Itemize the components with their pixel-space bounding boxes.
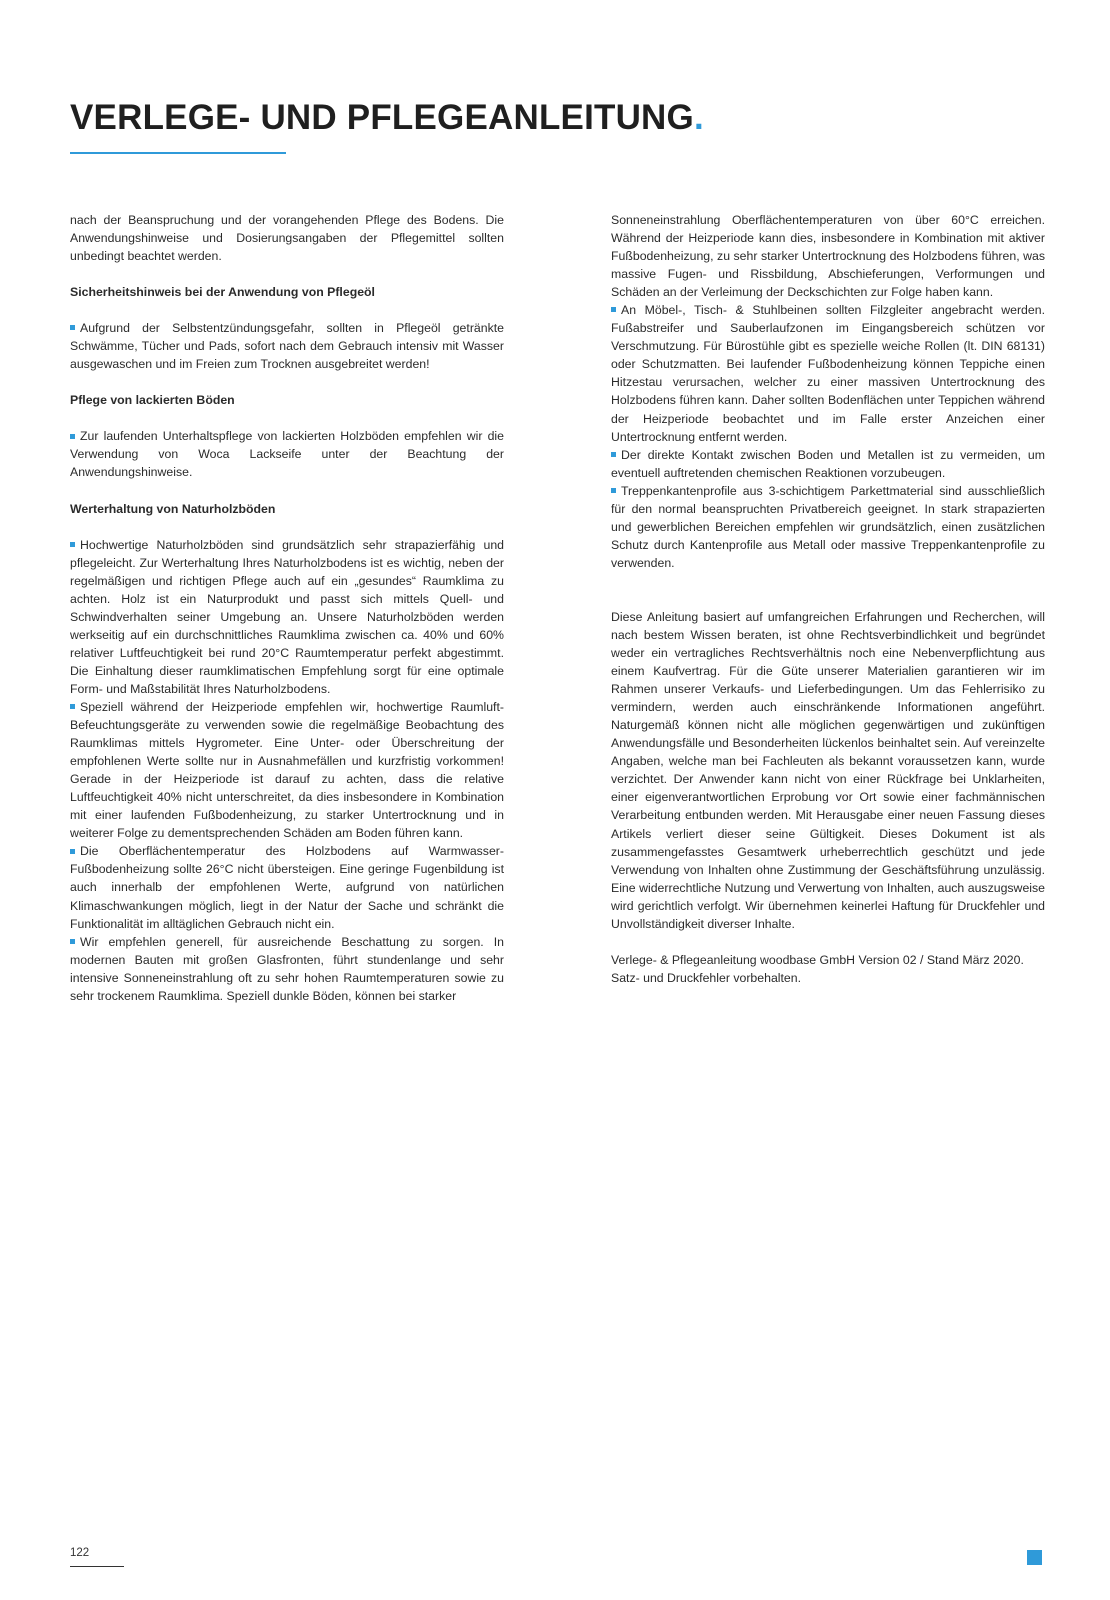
spacer <box>70 301 504 319</box>
spacer <box>70 409 504 427</box>
page-title-text: VERLEGE- UND PFLEGEANLEITUNG <box>70 98 694 137</box>
list-item: An Möbel-, Tisch- & Stuhlbeinen sollten Filzgleiter angebracht werden. Fußabstreifer und Sauberlaufzonen im Eingangsbereich schützen vor Verschmutzung. Für Bürostühle gibt es spezielle weiche Rollen (lt. DIN 68131) oder Schutzmatten. Bei laufender Fußbodenheizung können Teppiche einen Hitzestau verursachen, welcher zu einer massiven Untertrocknung des Holzbodens führen kann. Daher sollten Bodenflächen unter Teppichen während der Heizperiode beobachtet und im Falle erster Anzeichen einer Untertrocknung entfernt werden. <box>611 303 1045 444</box>
list-item: Zur laufenden Unterhaltspflege von lackierten Holzböden empfehlen wir die Verwendung von Woca Lackseife unter der Beachtung der Anwendungshinweise. <box>70 429 504 480</box>
bullet-square-icon <box>70 849 75 854</box>
bullet-square-icon <box>611 452 616 457</box>
disclaimer-paragraph: Diese Anleitung basiert auf umfangreichen Erfahrungen und Recherchen, will nach bestem Wissen beraten, ist ohne Rechtsverbindlichkeit und begründet weder ein vertragliches Rechtsverhältnis noch eine Nebenverpflichtung aus einem Kaufvertrag. Für die Güte unserer Materialien garantieren wir im Rahmen unserer Verkaufs- und Lieferbedingungen. Um das Fehlerrisiko zu vermindern, werden auch einschränkende Informationen angeführt. Naturgemäß können nicht alle möglichen gegenwärtigen und zukünftigen Anwendungsfälle und Besonderheiten lückenlos beinhaltet sein. Auf vereinzelte Angaben, welche man bei Fachleuten als bekannt voraussetzen kann, wurde verzichtet. Der Anwender kann nicht von einer Rückfrage bei Unklarheiten, einer eigenverantwortlichen Erprobung vor Ort sowie einer fachmännischen Verarbeitung entbunden werden. Mit Herausgabe einer neuen Fassung dieses Artikels verliert dieser seine Gültigkeit. Dieses Dokument ist als zusammengefasstes Gesamtwerk urheberrechtlich geschützt und jede Verwendung von Inhalten ohne Zustimmung der Geschäftsführung unzulässig. Eine widerrechtliche Nutzung und Verwertung von Inhalten, auch auszugsweise wird gerichtlich verfolgt. Wir übernehmen keinerlei Haftung für Druckfehler und Unvollständigkeit diverser Inhalte. <box>611 609 1045 931</box>
corner-marker <box>1027 1550 1042 1565</box>
title-accent-dot: . <box>693 98 704 137</box>
spacer <box>70 265 504 283</box>
intro-paragraph: nach der Beanspruchung und der vorangehenden Pflege des Bodens. Die Anwendungshinweise und Dosierungsangaben der Pflegemittel sollten unbedingt beachtet werden. <box>70 213 504 264</box>
bullet-square-icon <box>70 939 75 944</box>
spacer <box>70 373 504 391</box>
bullet-square-icon <box>70 542 75 547</box>
bullet-square-icon <box>611 307 616 312</box>
list-item: Speziell während der Heizperiode empfehlen wir, hochwertige Raumluft-Befeuchtungsgeräte zu verwenden sowie die regelmäßige Beobachtung des Raumklimas mittels Hygrometer. Eine Unter- oder Überschreitung der empfohlenen Werte sollte nur in Ausnahmefällen und kurzfristig vorkommen! Gerade in der Heizperiode ist darauf zu achten, dass die relative Luftfeuchtigkeit 40% nicht unterschreitet, da dies insbesondere in Kombination mit einer laufenden Fußbodenheizung, zu starker Untertrocknung und in weiterer Folge zu dementsprechenden Schäden am Boden führen kann. <box>70 699 504 841</box>
list-item: Die Oberflächentemperatur des Holzbodens auf Warmwasser-Fußbodenheizung sollte 26°C nicht übersteigen. Eine geringe Fugenbildung ist auch innerhalb der empfohlenen Werte, aufgrund von natürlichen Klimaschwankungen möglich, liegt in der Natur der Sache und schränkt die Funktionalität im alltäglichen Gebrauch nicht ein. <box>70 844 504 931</box>
version-line: Verlege- & Pflegeanleitung woodbase GmbH Version 02 / Stand März 2020. <box>611 952 1024 967</box>
page-title <box>70 98 704 138</box>
bullet-square-icon <box>70 704 75 709</box>
spacer <box>70 518 504 536</box>
list-item: Der direkte Kontakt zwischen Boden und Metallen ist zu vermeiden, um eventuell auftretenden chemischen Reaktionen vorzubeugen. <box>611 447 1045 480</box>
bullet-square-icon <box>70 325 75 330</box>
section-heading-lacquered: Pflege von lackierten Böden <box>70 393 235 408</box>
page-number: 122 <box>70 1547 90 1559</box>
footer-rule <box>70 1566 124 1567</box>
section-heading-value: Werterhaltung von Naturholzböden <box>70 501 276 516</box>
section-heading-safety: Sicherheitshinweis bei der Anwendung von Pflegeöl <box>70 285 375 300</box>
errata-line: Satz- und Druckfehler vorbehalten. <box>611 970 802 985</box>
spacer <box>611 933 1045 951</box>
list-item: Aufgrund der Selbstentzündungsgefahr, sollten in Pflegeöl getränkte Schwämme, Tücher und Pads, sofort nach dem Gebrauch intensiv mit Wasser ausgewaschen und im Freien zum Trocknen ausgebreitet werden! <box>70 321 504 372</box>
spacer <box>70 482 504 500</box>
list-item: Hochwertige Naturholzböden sind grundsätzlich sehr strapazierfähig und pflegeleicht. Zur Werterhaltung Ihres Naturholzbodens ist es wichtig, neben der regelmäßigen und richtigen Pflege auch auf ein „gesundes“ Raumklima zu achten. Holz ist ein Naturprodukt und passt sich mittels Quell- und Schwindverhalten seiner Umgebung an. Unsere Naturholzböden werden werkseitig auf ein durchschnittliches Raumklima zwischen ca. 40% und 60% relativer Luftfeuchtigkeit bei rund 20°C Raumtemperatur perfekt abgestimmt. Die Einhaltung dieser raumklimatischen Empfehlung sorgt für eine optimale Form- und Maßstabilität Ihres Naturholzbodens. <box>70 537 504 696</box>
list-item: Wir empfehlen generell, für ausreichende Beschattung zu sorgen. In modernen Bauten mit großen Glasfronten, führt stundenlange und sehr intensive Sonneneinstrahlung oft zu sehr hohen Raumtemperaturen sowie zu sehr trockenem Raumklima. Speziell dunkle Böden, können bei starker <box>70 934 504 1003</box>
spacer <box>611 590 1045 608</box>
bullet-square-icon <box>70 434 75 439</box>
left-column <box>70 211 504 1005</box>
bullet-square-icon <box>611 488 616 493</box>
right-column <box>611 211 1045 987</box>
title-underline <box>70 152 286 154</box>
continuation-paragraph: Sonneneinstrahlung Oberflächentemperaturen von über 60°C erreichen. Während der Heizperiode kann dies, insbesondere in Kombination mit aktiver Fußbodenheizung, zu sehr starker Untertrocknung des Holzbodens führen, was massive Fugen- und Rissbildung, Abschieferungen, Verformungen und Schäden an der Verleimung der Deckschichten zur Folge haben kann. <box>611 213 1045 300</box>
list-item: Treppenkantenprofile aus 3-schichtigem Parkettmaterial sind ausschließlich für den normal beanspruchten Privatbereich geeignet. In stark strapazierten und gewerblichen Bereichen empfehlen wir grundsätzlich, einen zusätzlichen Schutz durch Kantenprofile aus Metall oder massive Treppenkantenprofile zu verwenden. <box>611 483 1045 570</box>
spacer <box>611 572 1045 590</box>
